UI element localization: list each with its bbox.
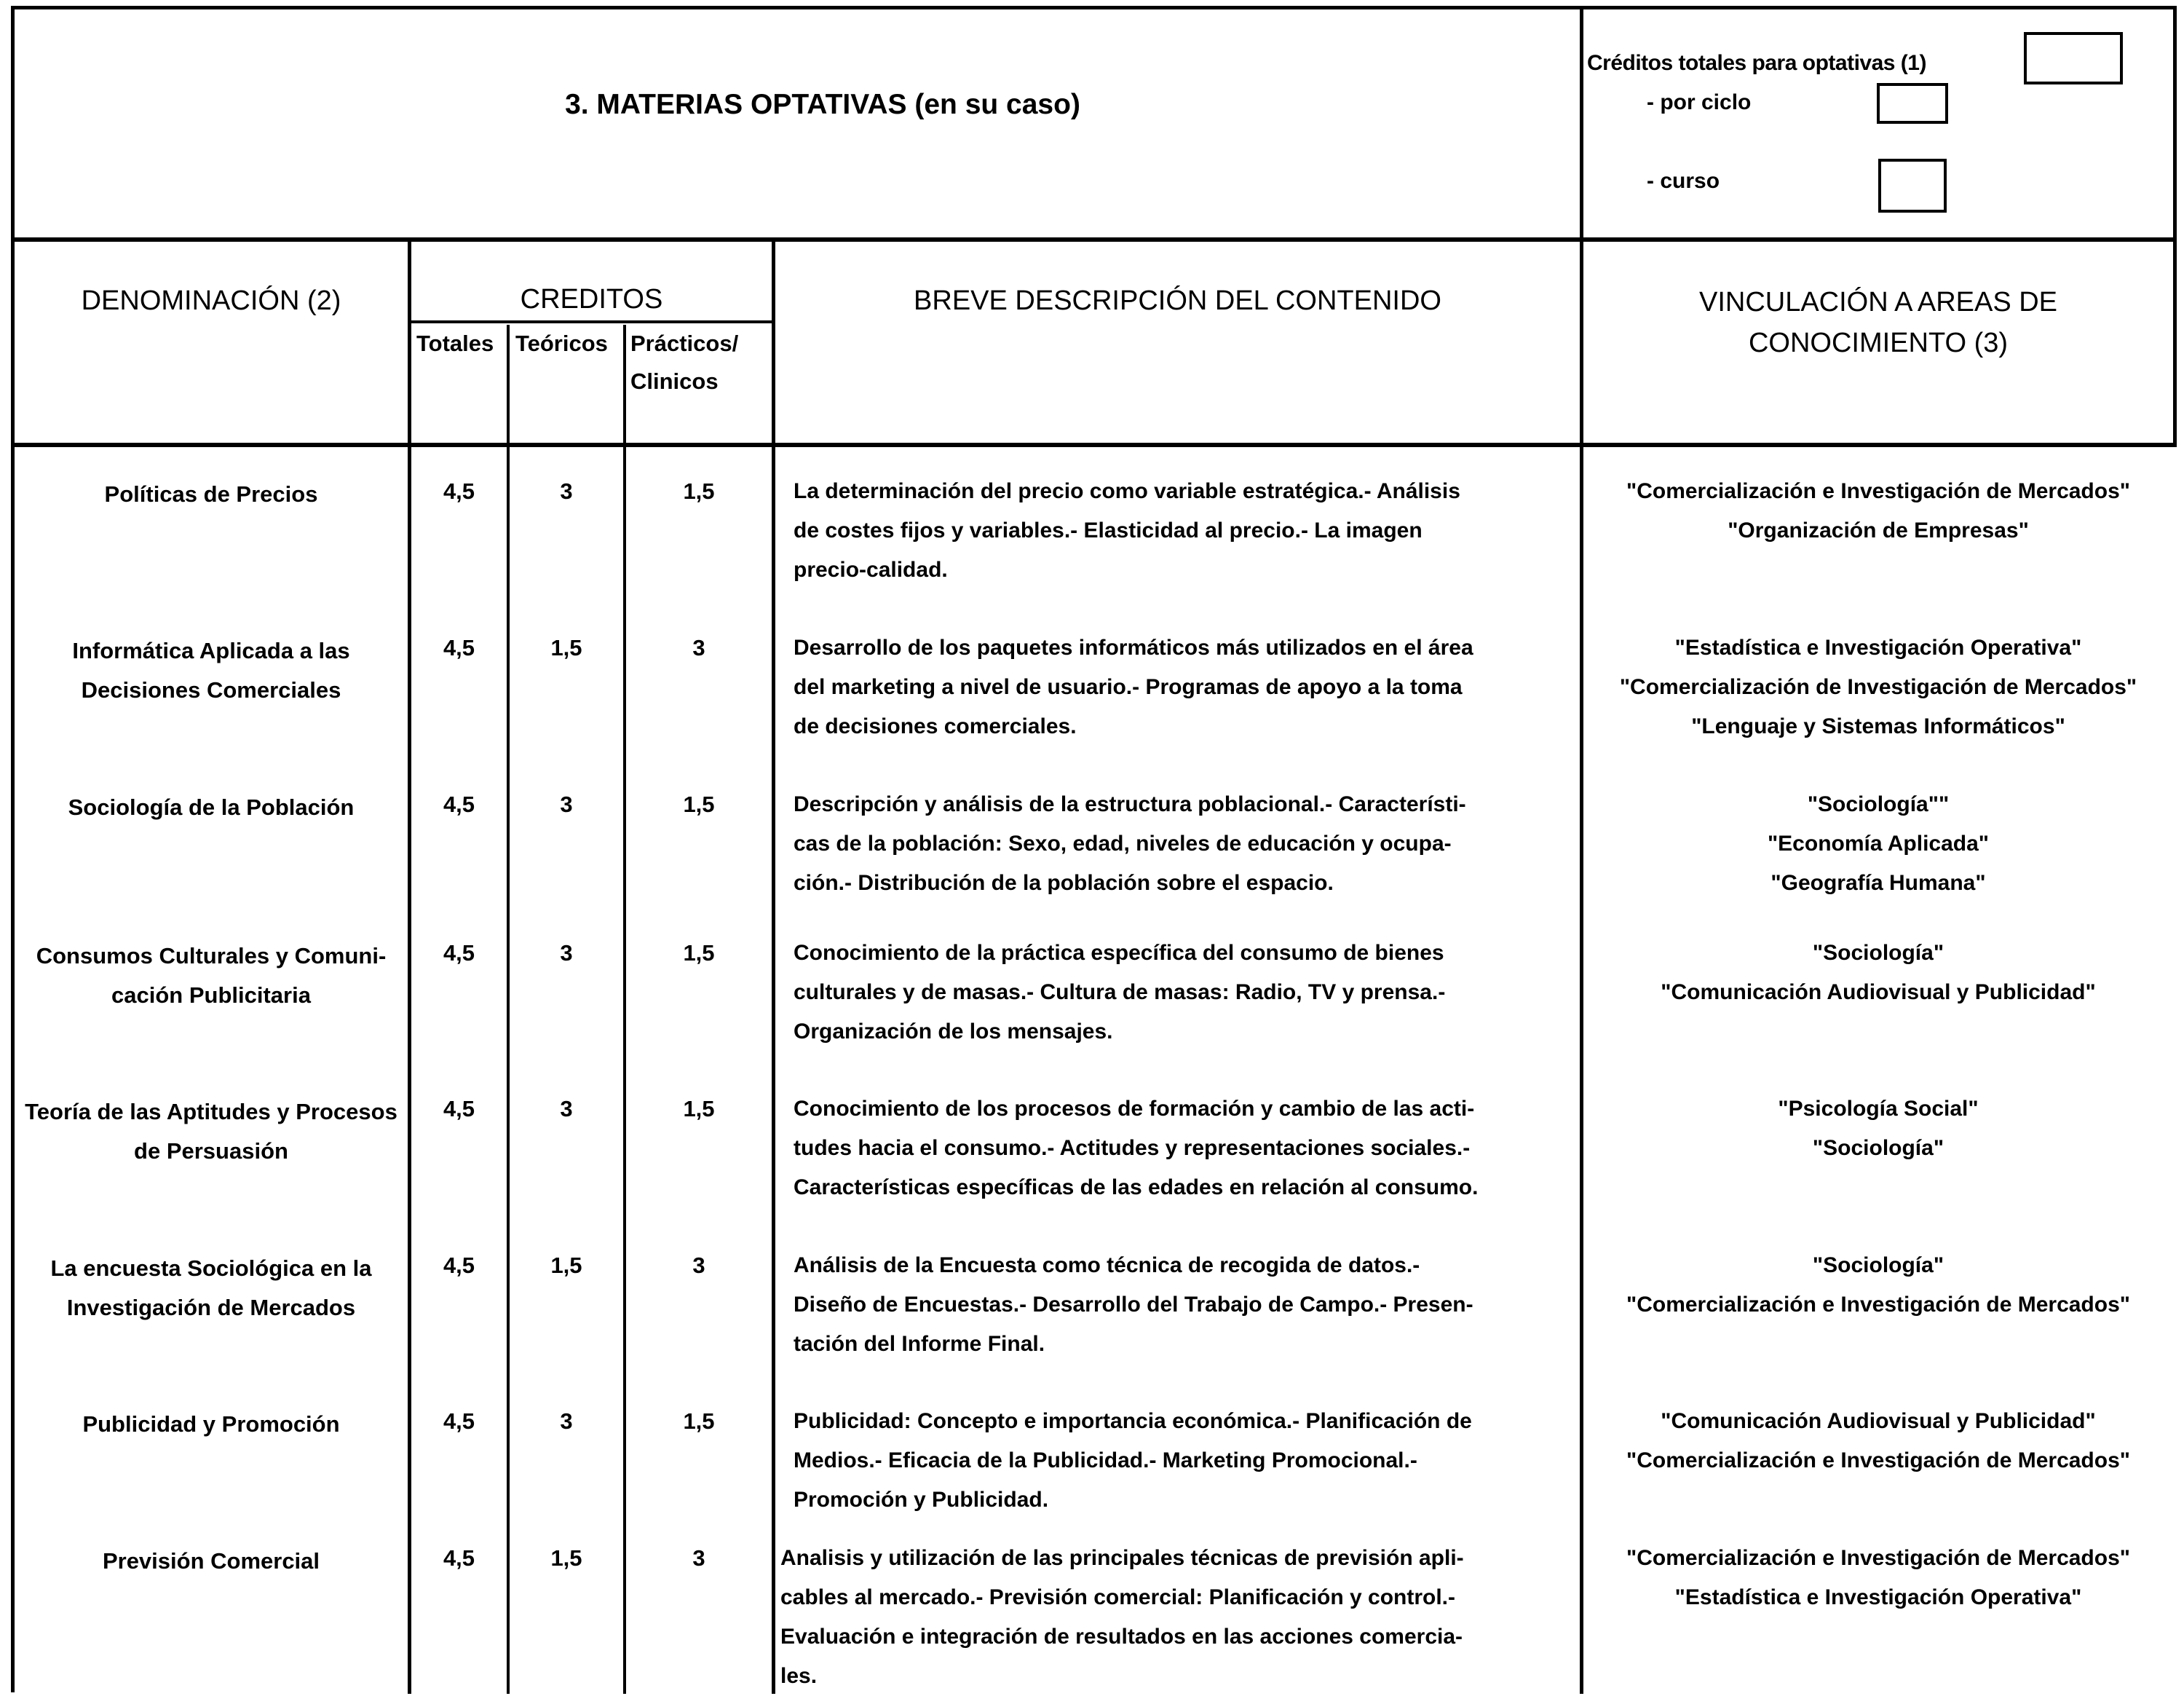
credits-practicos: 1,5 [683,1408,715,1434]
subject-name-line: Publicidad y Promoción [82,1411,340,1437]
credits-teoricos: 1,5 [550,635,582,660]
knowledge-areas [1583,1246,2173,1325]
course-box[interactable] [1878,159,1947,213]
knowledge-areas [1583,934,2173,1012]
knowledge-area-line: "Economía Aplicada" [1767,832,1990,856]
content-description-line: Publicidad: Concepto e importancia económica.- Planificación de [794,1409,1472,1433]
content-description-line: tación del Informe Final. [794,1332,1045,1356]
header-denominacion: DENOMINACIÓN (2) [81,285,341,316]
credits-teoricos: 3 [560,1408,573,1434]
subject-name [15,631,408,710]
subject-name-line: Previsión Comercial [102,1548,320,1574]
knowledge-area-line: "Comercialización e Investigación de Mercados" [1626,1448,2130,1472]
knowledge-area-line: "Comercialización e Investigación de Mercados" [1626,479,2130,503]
credits-totales: 4,5 [443,1545,475,1571]
knowledge-area-line: "Comunicación Audiovisual y Publicidad" [1661,980,2096,1004]
content-description-line: ción.- Distribución de la población sobre el espacio. [794,871,1334,895]
content-description-line: tudes hacia el consumo.- Actitudes y representaciones sociales.- [794,1136,1471,1160]
credits-practicos: 3 [692,1545,705,1571]
credits-total-label: Créditos totales para optativas (1) [1587,51,1926,75]
credits-practicos: 1,5 [683,1096,715,1121]
credits-totales: 4,5 [443,478,475,504]
subject-name [15,788,408,827]
credits-teoricos: 3 [560,792,573,817]
content-description [794,785,1576,903]
subject-name-line: Políticas de Precios [104,481,318,507]
subject-name-line: Investigación de Mercados [66,1295,356,1320]
subject-name [15,1405,408,1444]
content-description-line: Promoción y Publicidad. [794,1488,1049,1512]
content-description-line: Conocimiento de los procesos de formación y cambio de las acti- [794,1097,1475,1121]
right-border [2173,6,2177,443]
content-description-line: La determinación del precio como variable estratégica.- Análisis [794,479,1460,503]
header-divider [11,237,2177,242]
subject-name-line: Informática Aplicada a las [72,638,350,663]
knowledge-areas [1583,785,2173,903]
credits-teoricos: 1,5 [550,1253,582,1278]
knowledge-areas [1583,1402,2173,1480]
content-description-line: cas de la población: Sexo, edad, niveles de educación y ocupa- [794,832,1452,856]
content-description-line: Descripción y análisis de la estructura poblacional.- Característi- [794,792,1466,816]
credits-totales: 4,5 [443,635,475,660]
credits-practicos: 1,5 [683,478,715,504]
knowledge-area-line: "Comunicación Audiovisual y Publicidad" [1661,1409,2096,1433]
header-vinculacion-1: VINCULACIÓN A AREAS DE [1698,287,2058,317]
subject-name [15,1092,408,1171]
credits-totales: 4,5 [443,1253,475,1278]
header-descripcion: BREVE DESCRIPCIÓN DEL CONTENIDO [914,285,1441,316]
creditos-subheader-rule [408,320,773,323]
title-credits-divider [1580,6,1583,239]
col-divider-teoricos [623,325,626,1694]
per-cycle-box[interactable] [1877,83,1948,124]
knowledge-area-line: "Estadística e Investigación Operativa" [1674,636,2082,660]
credits-total-box[interactable] [2024,32,2123,84]
top-border [11,6,2177,9]
content-description-line: Organización de los mensajes. [794,1019,1113,1044]
knowledge-area-line: "Sociología" [1812,1253,1944,1277]
knowledge-area-line: "Estadística e Investigación Operativa" [1674,1585,2082,1609]
subject-name-line: Sociología de la Población [68,794,355,820]
content-description [794,1246,1576,1364]
header-vinculacion-2: CONOCIMIENTO (3) [1748,328,2009,358]
content-description [794,628,1576,746]
content-description-line: Medios.- Eficacia de la Publicidad.- Marketing Promocional.- [794,1448,1417,1472]
knowledge-area-line: "Geografía Humana" [1770,871,1986,895]
header-creditos: CREDITOS [520,284,663,315]
knowledge-area-line: "Sociología"" [1807,792,1950,816]
credits-teoricos: 1,5 [550,1545,582,1571]
content-description-line: Diseño de Encuestas.- Desarrollo del Trabajo de Campo.- Presen- [794,1293,1473,1317]
content-description-line: Evaluación e integración de resultados en las acciones comercia- [780,1625,1463,1649]
content-description-line: del marketing a nivel de usuario.- Programas de apoyo a la toma [794,675,1463,699]
credits-totales: 4,5 [443,1408,475,1434]
content-description-line: precio-calidad. [794,558,948,582]
knowledge-area-line: "Lenguaje y Sistemas Informáticos" [1691,714,2065,738]
content-description-line: Análisis de la Encuesta como técnica de recogida de datos.- [794,1253,1420,1277]
subject-name [15,936,408,1015]
col-divider-totales [507,325,510,1694]
subject-name-line: cación Publicitaria [111,982,311,1008]
content-description [794,472,1576,590]
knowledge-areas [1583,1089,2173,1168]
col-divider-practicos [772,240,775,1694]
subject-name [15,475,408,514]
subject-name [15,1249,408,1328]
content-description-line: de costes fijos y variables.- Elasticidad al precio.- La imagen [794,518,1423,543]
content-description-line: Desarrollo de los paquetes informáticos más utilizados en el área [794,636,1473,660]
content-description-line: cables al mercado.- Previsión comercial: Planificación y control.- [780,1585,1455,1609]
content-description-line: Analisis y utilización de las principales técnicas de previsión apli- [780,1546,1464,1570]
content-description-line: les. [780,1664,818,1688]
knowledge-areas [1583,628,2173,746]
knowledge-area-line: "Psicología Social" [1778,1097,1979,1121]
knowledge-area-line: "Sociología" [1812,941,1944,965]
credits-teoricos: 3 [560,940,573,966]
content-description-line: Características específicas de las edades en relación al consumo. [794,1175,1479,1199]
knowledge-areas [1583,1539,2173,1617]
subject-name-line: La encuesta Sociológica en la [50,1255,372,1281]
knowledge-area-line: "Comercialización e Investigación de Mercados" [1626,1293,2130,1317]
credits-practicos: 1,5 [683,792,715,817]
credits-teoricos: 3 [560,1096,573,1121]
content-description-line: Conocimiento de la práctica específica del consumo de bienes [794,941,1444,965]
header-practicos: Prácticos/ [630,331,739,356]
knowledge-area-line: "Organización de Empresas" [1728,518,2029,543]
subject-name [15,1542,408,1581]
content-description [794,1402,1576,1520]
credits-totales: 4,5 [443,1096,475,1121]
subject-name-line: de Persuasión [134,1138,288,1164]
header-teoricos: Teóricos [515,331,608,356]
content-description [780,1539,1563,1696]
knowledge-area-line: "Comercialización de Investigación de Mercados" [1619,675,2137,699]
knowledge-area-line: "Comercialización e Investigación de Mercados" [1626,1546,2130,1570]
credits-practicos: 3 [692,1253,705,1278]
subject-name-line: Decisiones Comerciales [81,677,341,703]
subject-name-line: Consumos Culturales y Comuni- [36,943,387,969]
credits-totales: 4,5 [443,792,475,817]
knowledge-areas [1583,472,2173,551]
section-title: 3. MATERIAS OPTATIVAS (en su caso) [565,89,1080,120]
content-description [794,934,1576,1052]
header-clinicos: Clinicos [630,368,719,394]
knowledge-area-line: "Sociología" [1812,1136,1944,1160]
content-description-line: culturales y de masas.- Cultura de masas: Radio, TV y prensa.- [794,980,1446,1004]
column-header-divider [11,443,2177,447]
course-label: - curso [1647,169,1720,193]
content-description-line: de decisiones comerciales. [794,714,1077,738]
credits-teoricos: 3 [560,478,573,504]
credits-totales: 4,5 [443,940,475,966]
credits-practicos: 3 [692,635,705,660]
per-cycle-label: - por ciclo [1647,90,1752,114]
credits-practicos: 1,5 [683,940,715,966]
content-description [794,1089,1576,1207]
subject-name-line: Teoría de las Aptitudes y Procesos [25,1099,397,1124]
header-totales: Totales [416,331,494,356]
